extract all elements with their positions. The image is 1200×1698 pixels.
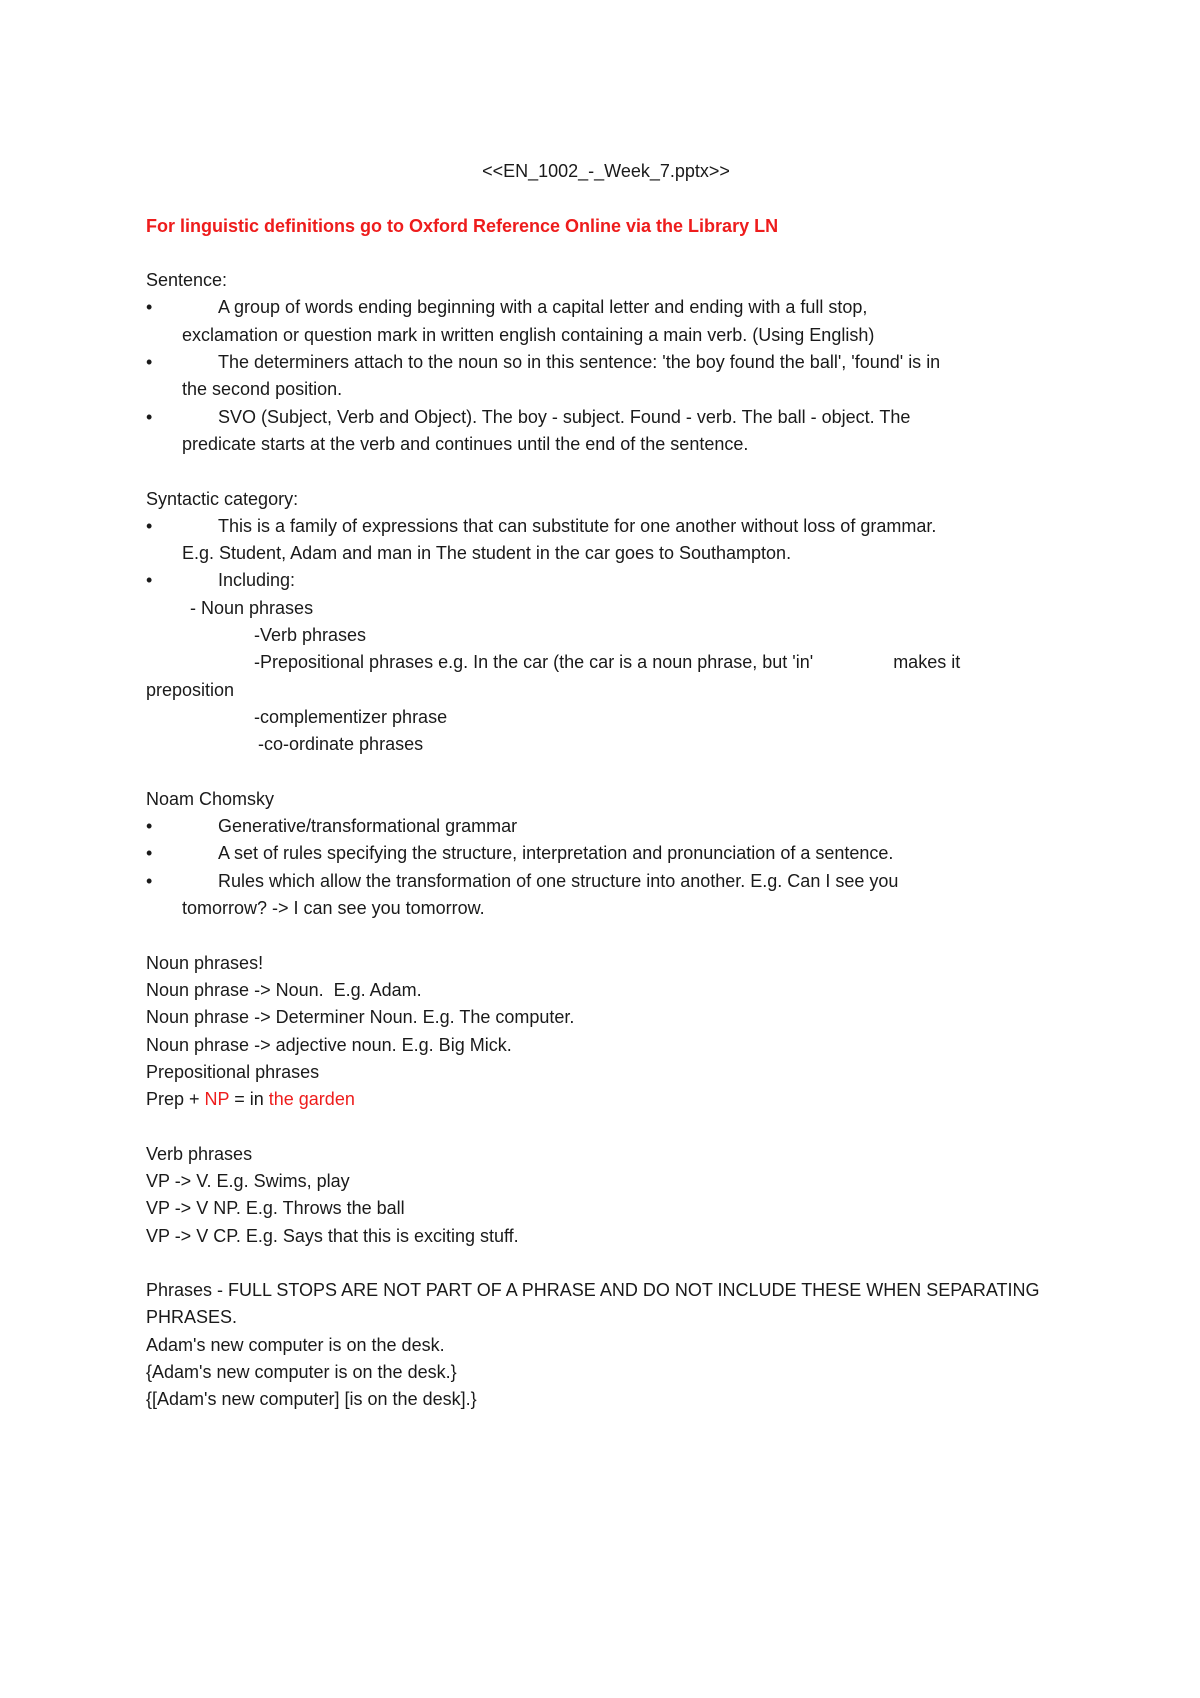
list-item [146, 294, 1066, 349]
list-item-text: The determiners attach to the noun so in this sentence: 'the boy found the ball', 'found' is in [218, 352, 941, 373]
sentence-heading: Sentence: [146, 270, 228, 291]
prep-rule-garden: the garden [268, 1089, 355, 1110]
noun-phrase-rule: Noun phrase -> adjective noun. E.g. Big Mick. [146, 1034, 512, 1055]
noun-phrase-rule: Noun phrase -> Noun. E.g. Adam. [146, 979, 422, 1000]
list-item-text: E.g. Student, Adam and man in The student in the car goes to Southampton. [182, 543, 792, 564]
phrase-type-item: -Verb phrases [254, 625, 367, 646]
list-item [146, 813, 1066, 840]
verb-phrase-rule: VP -> V CP. E.g. Says that this is exciting stuff. [146, 1225, 519, 1246]
phrases-note: Phrases - FULL STOPS ARE NOT PART OF A PHRASE AND DO NOT INCLUDE THESE WHEN SEPARATING [146, 1280, 1040, 1301]
list-item-text: SVO (Subject, Verb and Object). The boy - subject. Found - verb. The ball - object. The [218, 406, 911, 427]
bullet-icon: • [146, 297, 153, 318]
bullet-icon: • [146, 570, 153, 591]
prep-rule-middle: = in [229, 1089, 269, 1110]
phrase-type-item: -complementizer phrase [254, 706, 448, 727]
document-body [146, 158, 1066, 1414]
verb-phrase-rule: VP -> V NP. E.g. Throws the ball [146, 1198, 405, 1219]
list-item-text: exclamation or question mark in written english containing a main verb. (Using English) [182, 324, 875, 345]
list-item-text: Rules which allow the transformation of one structure into another. E.g. Can I see you [218, 870, 899, 891]
prep-rule-prefix: Prep + [146, 1089, 205, 1110]
page-title: <<EN_1002_-_Week_7.pptx>> [482, 161, 730, 181]
list-item-text: Generative/transformational grammar [218, 816, 518, 837]
list-item [146, 567, 1066, 594]
reference-note: For linguistic definitions go to Oxford Reference Online via the Library LN [146, 215, 779, 236]
list-item [146, 840, 1066, 867]
noun-phrases-heading: Noun phrases! [146, 952, 264, 973]
phrase-type-item [146, 649, 1066, 676]
bullet-icon: • [146, 352, 153, 373]
list-item [146, 868, 1066, 923]
syntactic-heading: Syntactic category: [146, 488, 299, 509]
prep-rule-np: NP [204, 1089, 230, 1110]
phrase-type-text: -Prepositional phrases e.g. In the car (the car is a noun phrase, but 'in' [254, 652, 814, 673]
phrase-type-continuation: preposition [146, 679, 235, 700]
list-item-text: A set of rules specifying the structure, interpretation and pronunciation of a sentence. [218, 843, 894, 864]
list-item-text: tomorrow? -> I can see you tomorrow. [182, 898, 485, 919]
phrase-type-item: -co-ordinate phrases [258, 734, 424, 755]
verb-phrase-rule: VP -> V. E.g. Swims, play [146, 1170, 350, 1191]
example-bracketed: {[Adam's new computer] [is on the desk].} [146, 1389, 477, 1410]
example-sentence: Adam's new computer is on the desk. [146, 1334, 445, 1355]
bullet-icon: • [146, 870, 153, 891]
list-item [146, 349, 1066, 404]
bullet-icon: • [146, 406, 153, 427]
phrase-type-item: - Noun phrases [190, 597, 314, 618]
list-item-text: Including: [218, 570, 296, 591]
list-item [146, 513, 1066, 568]
verb-phrases-heading: Verb phrases [146, 1143, 253, 1164]
list-item-text: A group of words ending beginning with a capital letter and ending with a full stop, [218, 297, 868, 318]
example-bracketed: {Adam's new computer is on the desk.} [146, 1362, 457, 1383]
phrases-note-cont: PHRASES. [146, 1307, 238, 1328]
prep-rule [146, 1086, 1066, 1113]
bullet-icon: • [146, 515, 153, 536]
prepositional-phrases-label: Prepositional phrases [146, 1061, 320, 1082]
phrase-type-text: makes it [893, 652, 961, 673]
list-item-text: the second position. [182, 379, 343, 400]
bullet-icon: • [146, 816, 153, 837]
list-item-text: This is a family of expressions that can substitute for one another without loss of grammar. [218, 515, 937, 536]
chomsky-heading: Noam Chomsky [146, 788, 275, 809]
list-item-text: predicate starts at the verb and continues until the end of the sentence. [182, 433, 749, 454]
bullet-icon: • [146, 843, 153, 864]
list-item [146, 404, 1066, 459]
noun-phrase-rule: Noun phrase -> Determiner Noun. E.g. The computer. [146, 1007, 575, 1028]
